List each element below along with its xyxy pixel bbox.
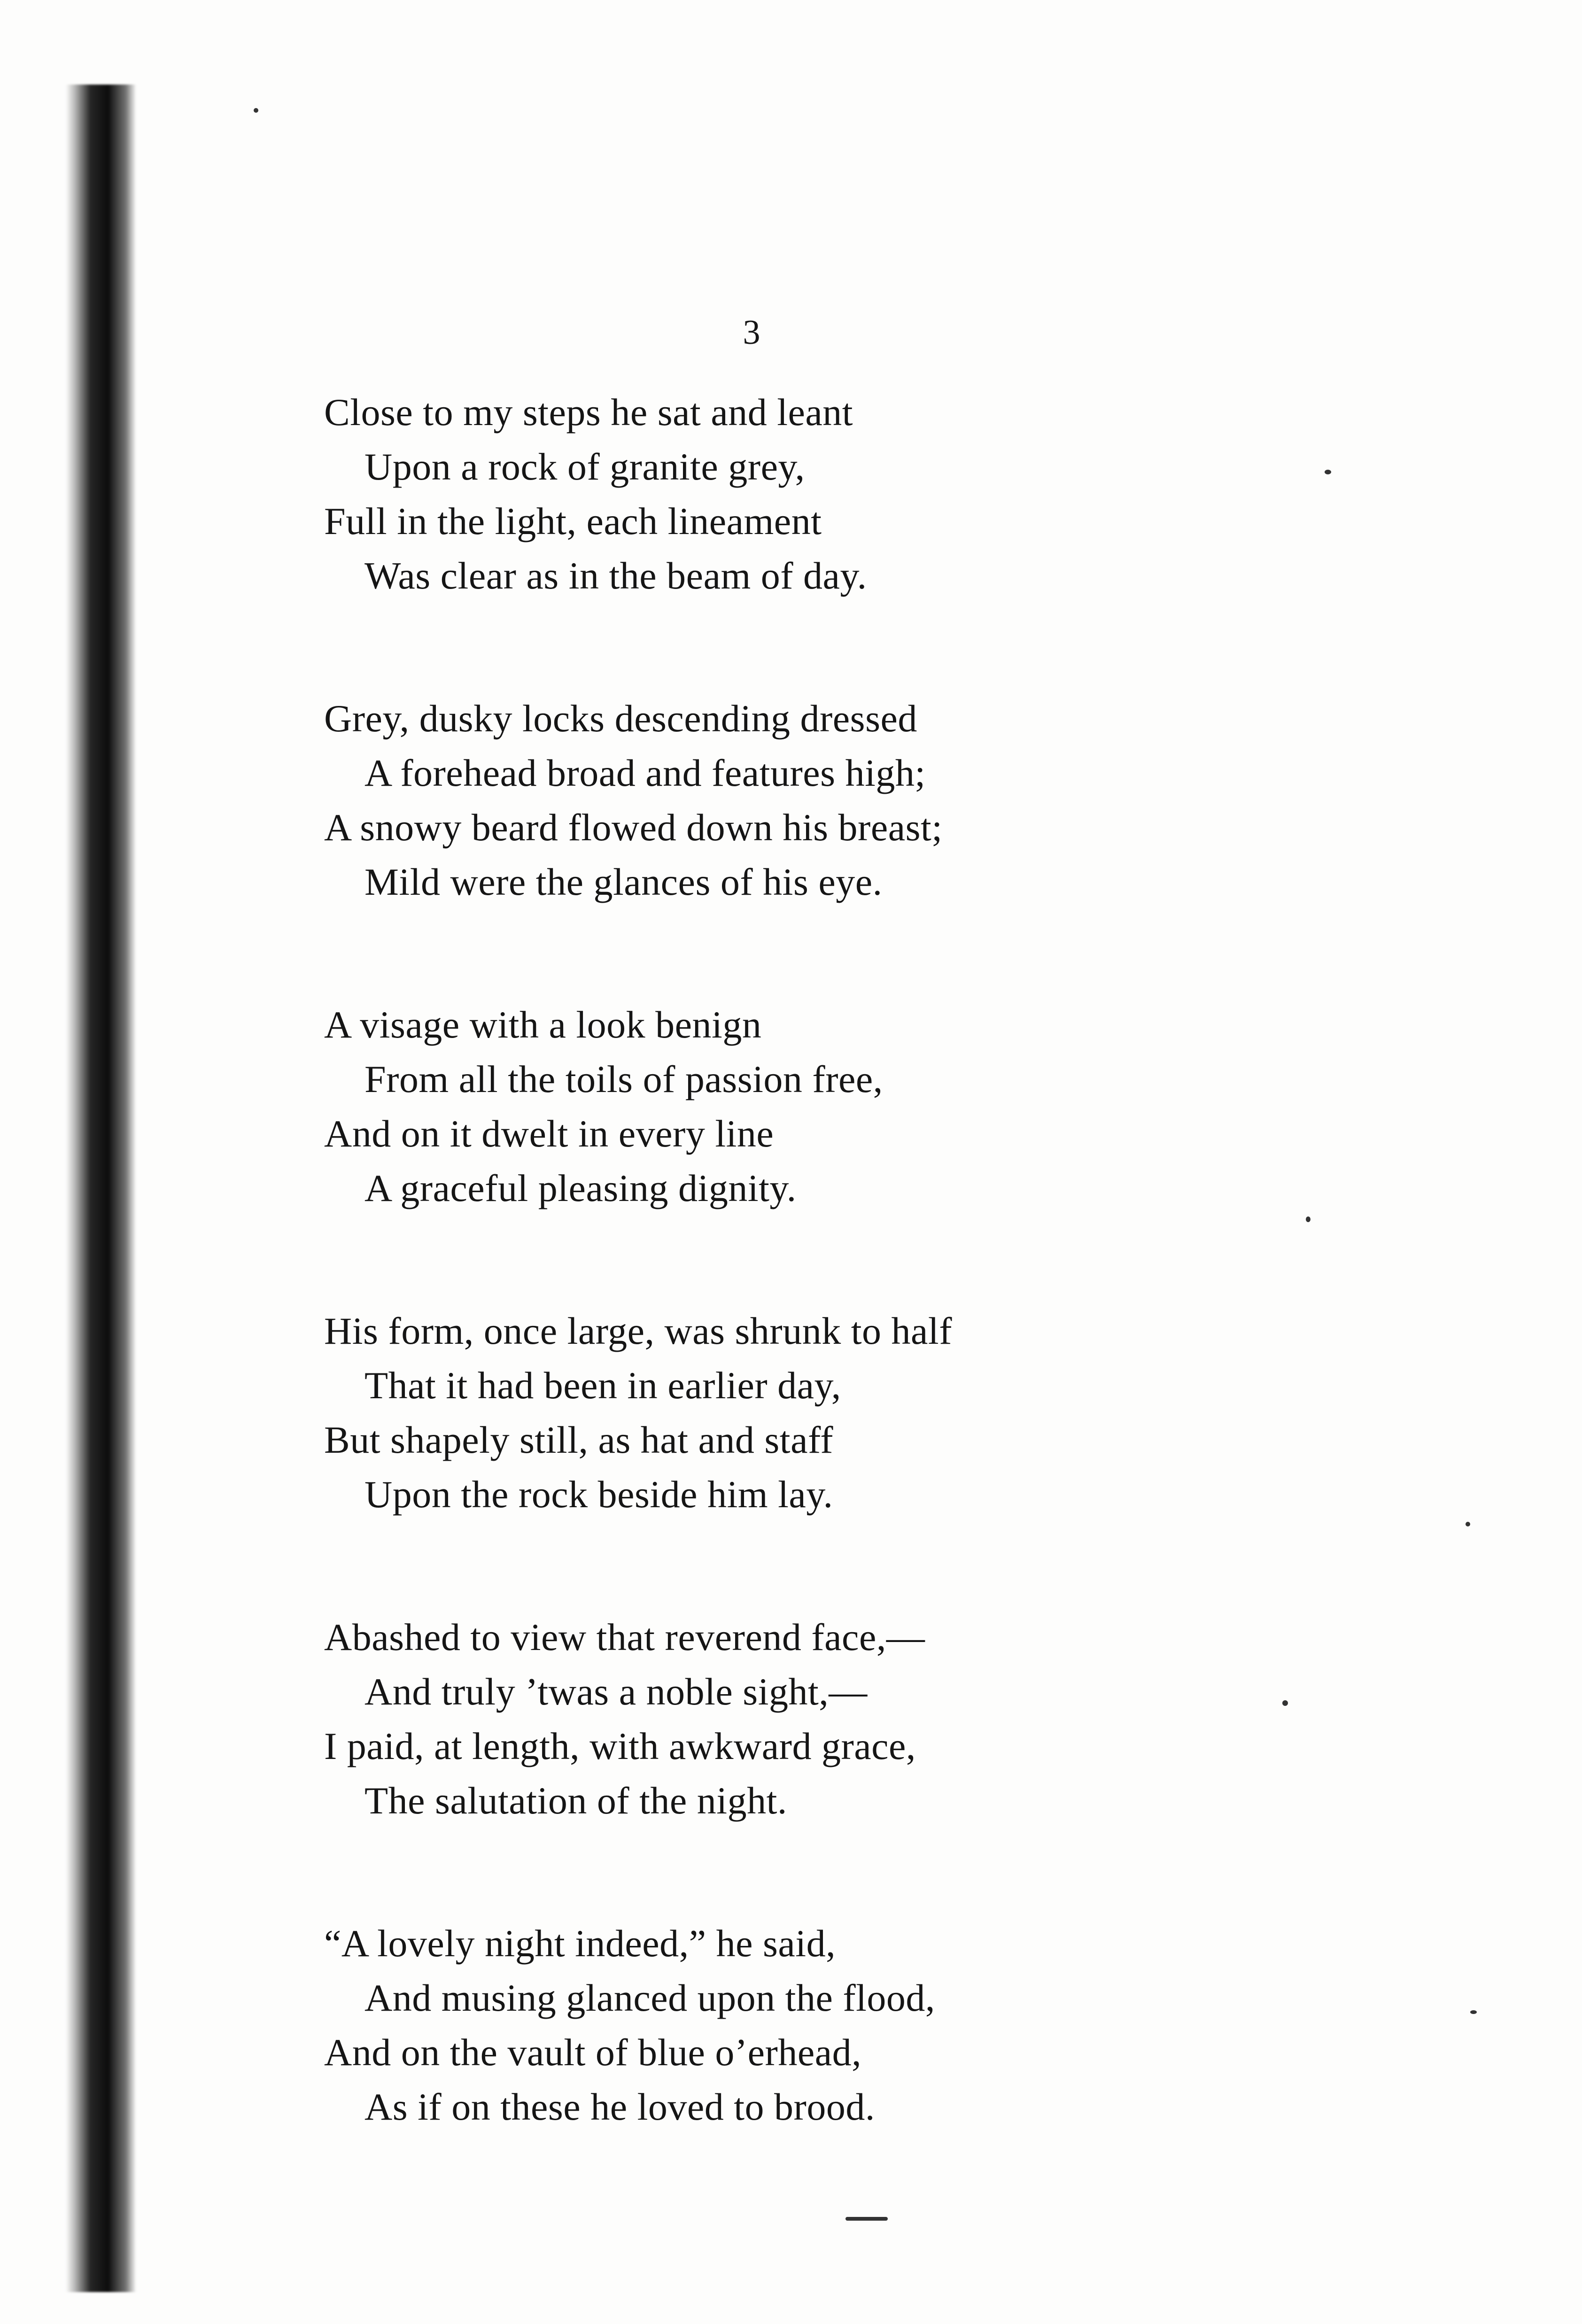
poem-line: The salutation of the night. [364,1779,787,1822]
scan-speck [1470,2010,1477,2014]
poem-line: Was clear as in the beam of day. [364,554,867,597]
stanza [324,1916,1451,2134]
page-number: 3 [743,313,760,352]
poem-line: “A lovely night indeed,” he said, [324,1922,836,1965]
scan-speck [1282,1700,1288,1706]
scan-speck [1466,1522,1470,1526]
scan-speck [1325,470,1331,474]
poem-line: And truly ’twas a noble sight,— [364,1670,868,1713]
poem-line: I paid, at length, with awkward grace, [324,1725,916,1767]
binding-shadow [66,85,136,2292]
poem-line: His form, once large, was shrunk to half [324,1309,953,1352]
poem-line: And musing glanced upon the flood, [364,1976,935,2019]
poem-line: From all the toils of passion free, [364,1058,883,1100]
poem [324,385,1451,2223]
poem-line: That it had been in earlier day, [364,1364,841,1407]
stanza [324,691,1451,909]
poem-line: Mild were the glances of his eye. [364,860,883,903]
poem-line: And on the vault of blue o’erhead, [324,2031,862,2074]
poem-line: A visage with a look benign [324,1003,762,1046]
poem-line: And on it dwelt in every line [324,1112,774,1155]
poem-line: As if on these he loved to brood. [364,2085,875,2128]
poem-line: Close to my steps he sat and leant [324,391,853,434]
scan-speck [254,108,258,113]
stanza [324,1610,1451,1828]
poem-line: Upon the rock beside him lay. [364,1473,833,1516]
poem-line: Abashed to view that reverend face,— [324,1616,925,1658]
poem-line: Grey, dusky locks descending dressed [324,697,917,740]
stanza [324,385,1451,603]
poem-line: But shapely still, as hat and staff [324,1418,834,1461]
scan-speck [845,2217,888,2221]
poem-line: A snowy beard flowed down his breast; [324,806,943,849]
poem-line: Full in the light, each lineament [324,500,822,542]
poem-line: A graceful pleasing dignity. [364,1167,797,1209]
stanza [324,998,1451,1216]
scan-speck [1306,1216,1311,1222]
poem-line: A forehead broad and features high; [364,751,926,794]
poem-line: Upon a rock of granite grey, [364,445,805,488]
stanza [324,1304,1451,1522]
